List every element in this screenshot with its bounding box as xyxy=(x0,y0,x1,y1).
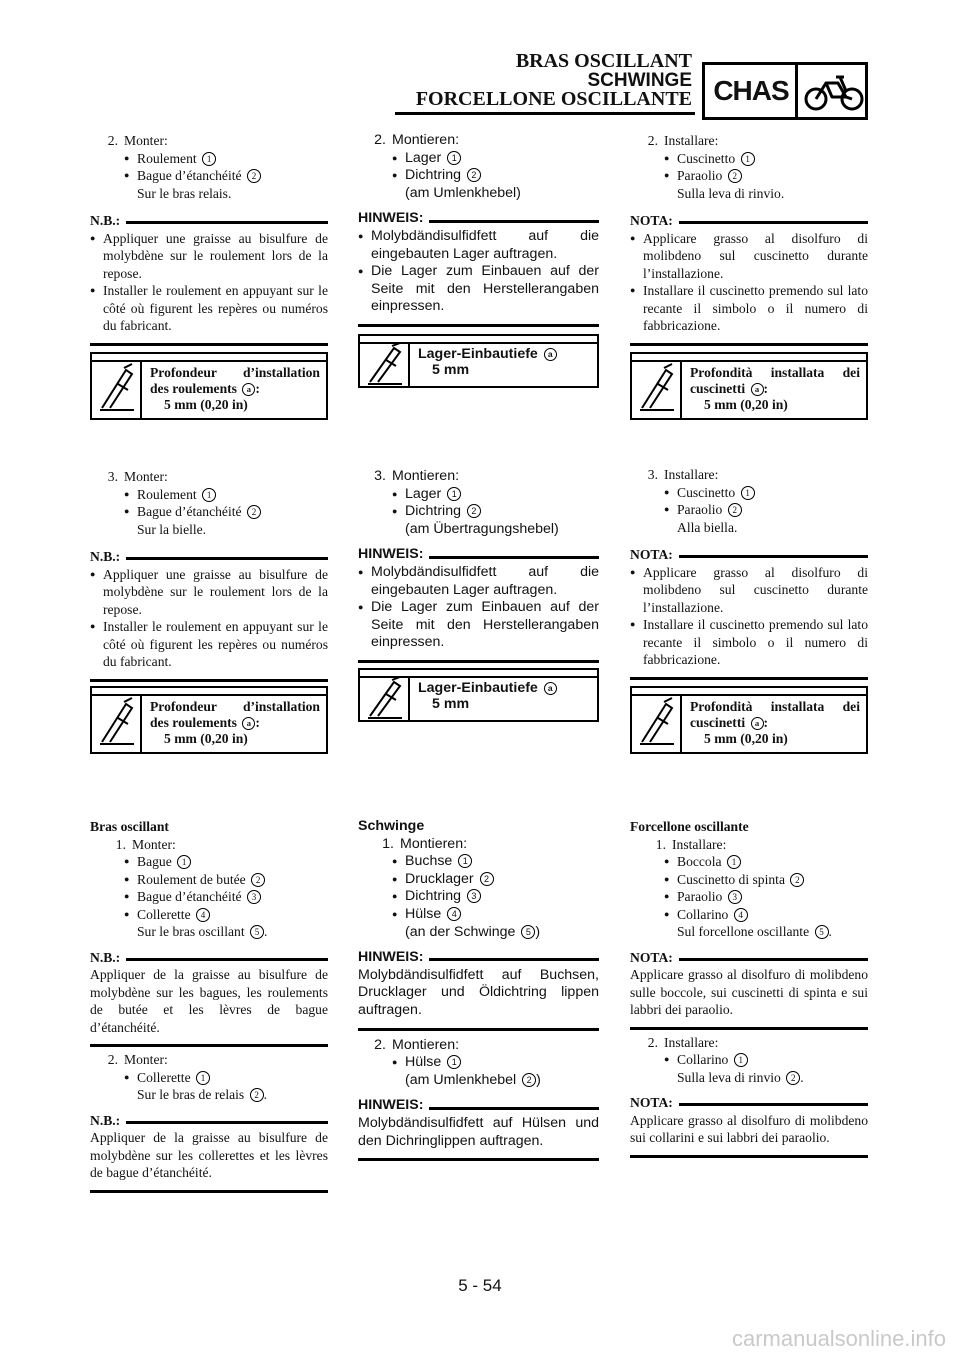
step-target: (am Übertragungshebel) xyxy=(405,520,559,537)
motorcycle-icon xyxy=(802,69,866,115)
watermark: carmanualsonline.info xyxy=(731,1326,946,1351)
note-header: N.B.: xyxy=(90,949,328,967)
list-item: ● Lager 1 xyxy=(392,150,599,168)
list-item: ● Cuscinetto 1 xyxy=(664,484,868,502)
list-item: ● Collarino 1 xyxy=(664,1051,868,1069)
list-item: ● Bague 1 xyxy=(124,853,328,871)
spec-box-bearing-depth xyxy=(358,334,599,388)
list-item: ● Paraolio 2 xyxy=(664,167,868,185)
note-text: Molybdändisulfidfett auf Hülsen und den Dichringlippen auftragen. xyxy=(358,1114,599,1149)
list-item: ● Bague d’étanchéité 3 xyxy=(124,888,328,906)
step-target: Sulla leva di rinvio. xyxy=(677,185,785,201)
note-bullet: ● Installare il cuscinetto premendo sul lato recante il simbolo o il numero di fabbricazione. xyxy=(630,616,868,669)
spec-box-bearing-depth xyxy=(630,686,868,754)
list-item: ● Dichtring 3 xyxy=(392,888,599,906)
section-heading: Forcellone oscillante xyxy=(630,819,749,834)
note-text: Applicare grasso al disolfuro di molibdeno sui collarini e sui labbri dei paraolio. xyxy=(630,1112,868,1145)
note-header: NOTA: xyxy=(630,212,868,230)
de-step-bearing-rod: 3. Montieren: ● Lager 1 ● Dichtring 2 (am Übertragungshebel) HINWEIS: ● Molybdändisulfidfett auf die eingebauten Lager auftragen. ● Die Lager zum Einbauen auf der Seite mit den Herstellerangaben einpressen. xyxy=(358,468,599,663)
note-bullet: ● Molybdändisulfidfett auf die eingebauten Lager auftragen. xyxy=(358,564,599,599)
note-text: Appliquer de la graisse au bisulfure de molybdène sur les bagues, les roulements de butée et les lèvres de bague d’étanchéité. xyxy=(90,967,328,1035)
note-header: N.B.: xyxy=(90,212,328,230)
it-step-bearing-rod: 3. Installare: ● Cuscinetto 1 ● Paraolio 2 Alla biella. NOTA: ● Applicare grasso al disolfuro di molibdeno sul cuscinetto durante l’installazione. ● Installare il cuscinetto premendo sul lato recante il simbolo o il numero di fabbricazione. xyxy=(630,466,868,680)
step-target: Alla biella. xyxy=(677,519,738,535)
spec-text: Profondità installata dei cuscinetti a : 5 mm (0,20 in) xyxy=(690,699,860,746)
note-header: N.B.: xyxy=(90,548,328,566)
note-end-rule xyxy=(90,343,328,346)
list-item: ● Paraolio 3 xyxy=(664,888,868,906)
section-title xyxy=(416,52,692,109)
spec-box-bearing-depth xyxy=(630,352,868,420)
section-heading: Schwinge xyxy=(358,818,425,834)
note-bullet: ● Molybdändisulfidfett auf die eingebauten Lager auftragen. xyxy=(358,228,599,263)
list-item: ● Hülse 4 xyxy=(392,906,599,924)
caliper-icon xyxy=(364,342,404,386)
note-bullet: ● Appliquer une graisse au bisulfure de molybdène sur le roulement lors de la repose. xyxy=(90,566,328,619)
list-item: ● Roulement 1 xyxy=(124,150,328,168)
caliper-icon xyxy=(636,362,676,414)
step-target: (am Umlenkhebel 2 ) xyxy=(405,1071,541,1088)
list-item: ● Lager 1 xyxy=(392,486,599,504)
note-bullet: ● Die Lager zum Einbauen auf der Seite mit den Herstellerangaben einpressen. xyxy=(358,263,599,316)
note-header: N.B.: xyxy=(90,1112,328,1130)
note-bullet: ● Applicare grasso al disolfuro di molibdeno sul cuscinetto durante l’installazione. xyxy=(630,230,868,283)
fr-step-bearing-rod: 3. Monter: ● Roulement 1 ● Bague d’étanchéité 2 Sur la bielle. N.B.: ● Appliquer une graisse au bisulfure de molybdène sur le roulement lors de la repose. ● Installer le roulement en appuyant sur le côté où figurent les repères ou numéros du fabricant. xyxy=(90,468,328,682)
note-header: NOTA: xyxy=(630,949,868,967)
spec-text: Profondeur d’installation des roulements a : 5 mm (0,20 in) xyxy=(150,699,320,746)
note-header: HINWEIS: xyxy=(358,546,599,564)
it-step-bearing-relay: 2. Installare: ● Cuscinetto 1 ● Paraolio 2 Sulla leva di rinvio. NOTA: ● Applicare grasso al disolfuro di molibdeno sul cuscinetto durante l’installazione. ● Installare il cuscinetto premendo sul lato recante il simbolo o il numero di fabbricazione. xyxy=(630,132,868,346)
list-item: ● Roulement 1 xyxy=(124,486,328,504)
it-swingarm-section: Forcellone oscillante 1. Installare: ● Boccola 1 ● Cuscinetto di spinta 2 ● Paraolio 3 ● Collarino 4 Sul forcellone oscillante 5 . NOTA: Applicare grasso al disolfuro di molibdeno sulle boccole, sui cuscinetti di spinta e sui labbri dei paraolio. 2. Installare: ● Collarino 1 Sulla leva di rinvio 2 . NOTA: Applicare grasso al disolfuro di molibdeno sui collarini e sui labbri dei paraolio. xyxy=(630,818,868,1158)
caliper-icon xyxy=(364,676,404,720)
de-swingarm-section: Schwinge 1. Montieren: ● Buchse 1 ● Drucklager 2 ● Dichtring 3 ● Hülse 4 (an der Schwinge 5 ) HINWEIS: Molybdändisulfidfett auf Buchsen, Drucklager und Öldichtring lippen auftragen. 2. Montieren: ● Hülse 1 (am Umlenkhebel 2 ) HINWEIS: Molybdändisulfidfett auf Hülsen und den Dichringlippen auftragen. xyxy=(358,818,599,1161)
header-rule xyxy=(395,112,695,115)
fr-step-bearing-relay xyxy=(90,132,328,346)
chassis-badge xyxy=(702,62,868,120)
list-item: ● Drucklager 2 xyxy=(392,871,599,889)
list-item: ● Bague d’étanchéité 2 xyxy=(124,503,328,521)
fr-swingarm-section: Bras oscillant 1. Monter: ● Bague 1 ● Roulement de butée 2 ● Bague d’étanchéité 3 ● Collerette 4 Sur le bras oscillant 5 . N.B.: Appliquer de la graisse au bisulfure de molybdène sur les bagues, les roulements de butée et les lèvres de bague d’étanchéité. 2. Monter: ● Collerette 1 Sur le bras de relais 2 . N.B.: Appliquer de la graisse au bisulfure de molybdène sur les collerettes et les lèvres de bague d’étanchéité. xyxy=(90,818,328,1193)
spec-text: Lager-Einbautiefe a 5 mm xyxy=(418,680,591,712)
spec-text: Lager-Einbautiefe a 5 mm xyxy=(418,346,591,378)
note-header: HINWEIS: xyxy=(358,210,599,228)
note-header: NOTA: xyxy=(630,546,868,564)
step-target: Sur le bras de relais 2 . xyxy=(137,1087,268,1102)
title-french: BRAS OSCILLANT xyxy=(515,50,692,72)
caliper-icon xyxy=(96,696,136,748)
note-bullet: ● Installer le roulement en appuyant sur le côté où figurent les repères ou numéros du fabricant. xyxy=(90,282,328,335)
list-item: ● Cuscinetto di spinta 2 xyxy=(664,871,868,889)
step-target: Sur le bras relais. xyxy=(137,185,232,201)
step-target: (an der Schwinge 5 ) xyxy=(405,923,541,940)
list-item: ● Roulement de butée 2 xyxy=(124,871,328,889)
note-bullet: ● Die Lager zum Einbauen auf der Seite mit den Herstellerangaben einpressen. xyxy=(358,599,599,652)
spec-text: Profondità installata dei cuscinetti a : 5 mm (0,20 in) xyxy=(690,365,860,412)
list-item: ● Collerette 4 xyxy=(124,906,328,924)
spec-box-bearing-depth xyxy=(90,686,328,754)
title-german: SCHWINGE xyxy=(587,70,692,91)
spec-text: Profondeur d’installation des roulements a : 5 mm (0,20 in) xyxy=(150,365,320,412)
step-verb: Monter: xyxy=(124,133,168,148)
step-number: 2. xyxy=(107,133,118,148)
list-item: ● Paraolio 2 xyxy=(664,501,868,519)
de-step-bearing-relay: 2. Montieren: ● Lager 1 ● Dichtring 2 (am Umlenkhebel) HINWEIS: ● Molybdändisulfidfett auf die eingebauten Lager auftragen. ● Die Lager zum Einbauen auf der Seite mit den Herstellerangaben einpressen. xyxy=(358,132,599,327)
note-text: Molybdändisulfidfett auf Buchsen, Drucklager und Öldichtring lippen auftragen. xyxy=(358,966,599,1018)
spec-box-bearing-depth xyxy=(90,352,328,420)
step-target: (am Umlenkhebel) xyxy=(405,184,521,201)
list-item: ● Cuscinetto 1 xyxy=(664,150,868,168)
list-item: ● Boccola 1 xyxy=(664,853,868,871)
list-item: ● Bague d’étanchéité 2 xyxy=(124,167,328,185)
list-item: ● Dichtring 2 xyxy=(392,503,599,521)
page-number: 5 - 54 xyxy=(458,1276,502,1295)
note-text: Appliquer de la graisse au bisulfure de molybdène sur les collerettes et les lèvres de bague d’étanchéité. xyxy=(90,1130,328,1180)
note-header: HINWEIS: xyxy=(358,949,599,967)
badge-divider xyxy=(795,65,798,117)
step-target: Sur la bielle. xyxy=(137,521,207,537)
note-header: NOTA: xyxy=(630,1094,868,1112)
chassis-label: CHAS xyxy=(713,75,789,106)
note-bullet: ● Installare il cuscinetto premendo sul lato recante il simbolo o il numero di fabbricazione. xyxy=(630,282,868,335)
step-target: Sulla leva di rinvio 2 . xyxy=(677,1069,804,1085)
list-item: ● Buchse 1 xyxy=(392,853,599,871)
note-bullet: ● Appliquer une graisse au bisulfure de molybdène sur le roulement lors de la repose. xyxy=(90,230,328,283)
note-text: Applicare grasso al disolfuro di molibdeno sulle boccole, sui cuscinetti di spinta e sui labbri dei paraolio. xyxy=(630,967,868,1017)
section-heading: Bras oscillant xyxy=(90,819,169,834)
step-target: Sur le bras oscillant 5 . xyxy=(137,924,268,939)
caliper-icon xyxy=(636,696,676,748)
title-italian: FORCELLONE OSCILLANTE xyxy=(415,88,692,110)
note-header: HINWEIS: xyxy=(358,1097,599,1115)
list-item: ● Dichtring 2 xyxy=(392,167,599,185)
spec-box-bearing-depth xyxy=(358,668,599,722)
list-item: ● Collerette 1 xyxy=(124,1069,328,1087)
step-target: Sul forcellone oscillante 5 . xyxy=(677,924,832,939)
caliper-icon xyxy=(96,362,136,414)
note-bullet: ● Installer le roulement en appuyant sur le côté où figurent les repères ou numéros du fabricant. xyxy=(90,618,328,671)
list-item: ● Collarino 4 xyxy=(664,906,868,924)
list-item: ● Hülse 1 xyxy=(392,1054,599,1072)
note-bullet: ● Applicare grasso al disolfuro di molibdeno sul cuscinetto durante l’installazione. xyxy=(630,564,868,617)
